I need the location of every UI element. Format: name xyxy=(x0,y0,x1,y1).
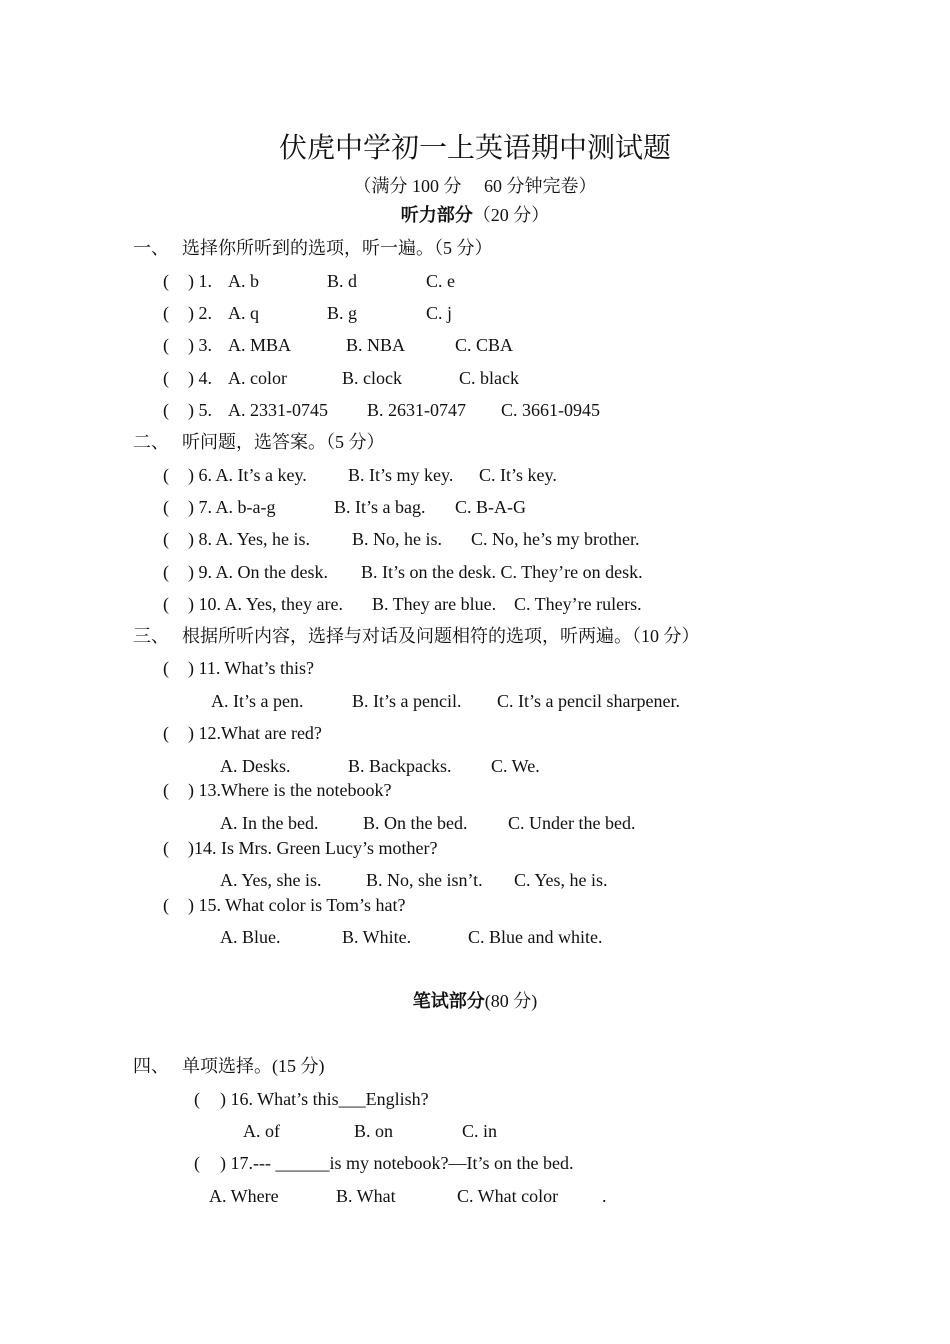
option-a: A. MBA xyxy=(228,335,292,355)
option-b: B. It’s a bag. xyxy=(334,497,426,517)
option-b: B. g xyxy=(327,303,358,323)
written-part-label: 笔试部分 xyxy=(412,991,485,1011)
option-c: C. B-A-G xyxy=(455,497,526,517)
option-c: C. It’s a pencil sharpener. xyxy=(497,691,680,711)
option-a: A. Desks. xyxy=(220,756,291,776)
option-b: B. on xyxy=(354,1121,394,1141)
option-b: B. 2631-0747 xyxy=(367,400,466,420)
option-c: C. 3661-0945 xyxy=(501,400,600,420)
answer-paren: ( xyxy=(163,594,169,614)
answer-paren: ( xyxy=(194,1089,200,1109)
option-b: B. No, she isn’t. xyxy=(366,870,483,890)
section1-number: 一、 xyxy=(133,238,169,258)
listening-part-label: 听力部分 xyxy=(400,205,473,225)
answer-paren: ( xyxy=(163,368,169,388)
option-b: B. They are blue. xyxy=(372,594,497,614)
question-stem: ) 16. What’s this___English? xyxy=(220,1089,429,1109)
option-b: B. d xyxy=(327,271,358,291)
question-number: ) 3. xyxy=(188,335,212,355)
option-c: C. Under the bed. xyxy=(508,813,636,833)
option-b: B. It’s my key. xyxy=(348,465,454,485)
question-stem: ) 8. A. Yes, he is. xyxy=(188,529,311,549)
answer-paren: ( xyxy=(163,723,169,743)
question-number: ) 4. xyxy=(188,368,212,388)
option-c: C. They’re rulers. xyxy=(514,594,642,614)
question-stem: ) 13.Where is the notebook? xyxy=(188,780,392,800)
option-b-c: B. It’s on the desk. C. They’re on desk. xyxy=(361,562,643,582)
exam-subtitle: （满分 100 分 60 分钟完卷） xyxy=(353,176,597,196)
exam-title: 伏虎中学初一上英语期中测试题 xyxy=(278,133,671,164)
answer-paren: ( xyxy=(194,1153,200,1173)
option-c: C. Yes, he is. xyxy=(514,870,608,890)
answer-paren: ( xyxy=(163,465,169,485)
question-stem: ) 9. A. On the desk. xyxy=(188,562,328,582)
option-a: A. Yes, she is. xyxy=(220,870,322,890)
listening-part-score: （20 分） xyxy=(472,205,550,225)
section2-number: 二、 xyxy=(133,432,169,452)
option-c: C. j xyxy=(426,303,453,323)
option-b: B. On the bed. xyxy=(363,813,468,833)
written-part-score: (80 分) xyxy=(484,991,538,1011)
answer-paren: ( xyxy=(163,895,169,915)
answer-paren: ( xyxy=(163,529,169,549)
option-b: B. Backpacks. xyxy=(348,756,452,776)
option-a: A. Blue. xyxy=(220,927,281,947)
question-stem: )14. Is Mrs. Green Lucy’s mother? xyxy=(188,838,438,858)
option-c: C. Blue and white. xyxy=(468,927,603,947)
section1-heading: 选择你所听到的选项，听一遍。（5 分） xyxy=(182,238,493,258)
option-a: A. color xyxy=(228,368,287,388)
question-stem: ) 7. A. b-a-g xyxy=(188,497,276,517)
option-c: C. What color xyxy=(457,1186,559,1206)
option-b: B. What xyxy=(336,1186,396,1206)
trailing-period: . xyxy=(602,1186,607,1206)
option-c: C. We. xyxy=(491,756,540,776)
question-number: ) 1. xyxy=(188,271,212,291)
question-stem: ) 15. What color is Tom’s hat? xyxy=(188,895,406,915)
option-a: A. In the bed. xyxy=(220,813,319,833)
option-b: B. No, he is. xyxy=(352,529,442,549)
option-a: A. q xyxy=(228,303,259,323)
question-stem: ) 11. What’s this? xyxy=(188,658,314,678)
section3-number: 三、 xyxy=(133,626,169,646)
option-c: C. No, he’s my brother. xyxy=(471,529,640,549)
listening-part-heading xyxy=(0,204,950,226)
option-b: B. NBA xyxy=(346,335,406,355)
option-b: B. White. xyxy=(342,927,412,947)
answer-paren: ( xyxy=(163,303,169,323)
option-a: A. of xyxy=(243,1121,280,1141)
answer-paren: ( xyxy=(163,497,169,517)
answer-paren: ( xyxy=(163,335,169,355)
option-c: C. in xyxy=(462,1121,498,1141)
option-a: A. It’s a pen. xyxy=(211,691,304,711)
option-a: A. Where xyxy=(209,1186,279,1206)
section4-number: 四、 xyxy=(133,1056,169,1076)
option-a: A. 2331-0745 xyxy=(228,400,328,420)
question-stem: ) 10. A. Yes, they are. xyxy=(188,594,343,614)
option-c: C. black xyxy=(459,368,519,388)
option-a: A. b xyxy=(228,271,259,291)
option-c: C. e xyxy=(426,271,455,291)
question-stem: ) 12.What are red? xyxy=(188,723,322,743)
section2-heading: 听问题，选答案。（5 分） xyxy=(182,432,385,452)
answer-paren: ( xyxy=(163,271,169,291)
question-number: ) 5. xyxy=(188,400,212,420)
answer-paren: ( xyxy=(163,838,169,858)
option-c: C. It’s key. xyxy=(479,465,557,485)
question-stem: ) 6. A. It’s a key. xyxy=(188,465,307,485)
option-b: B. clock xyxy=(342,368,402,388)
answer-paren: ( xyxy=(163,562,169,582)
section3-heading: 根据所听内容，选择与对话及问题相符的选项，听两遍。（10 分） xyxy=(182,626,700,646)
written-part-heading xyxy=(0,990,950,1012)
section4-heading: 单项选择。(15 分) xyxy=(182,1056,325,1076)
question-number: ) 2. xyxy=(188,303,212,323)
question-stem: ) 17.--- ______is my notebook?—It’s on the bed. xyxy=(220,1153,574,1173)
answer-paren: ( xyxy=(163,780,169,800)
answer-paren: ( xyxy=(163,658,169,678)
answer-paren: ( xyxy=(163,400,169,420)
option-c: C. CBA xyxy=(455,335,514,355)
option-b: B. It’s a pencil. xyxy=(352,691,462,711)
